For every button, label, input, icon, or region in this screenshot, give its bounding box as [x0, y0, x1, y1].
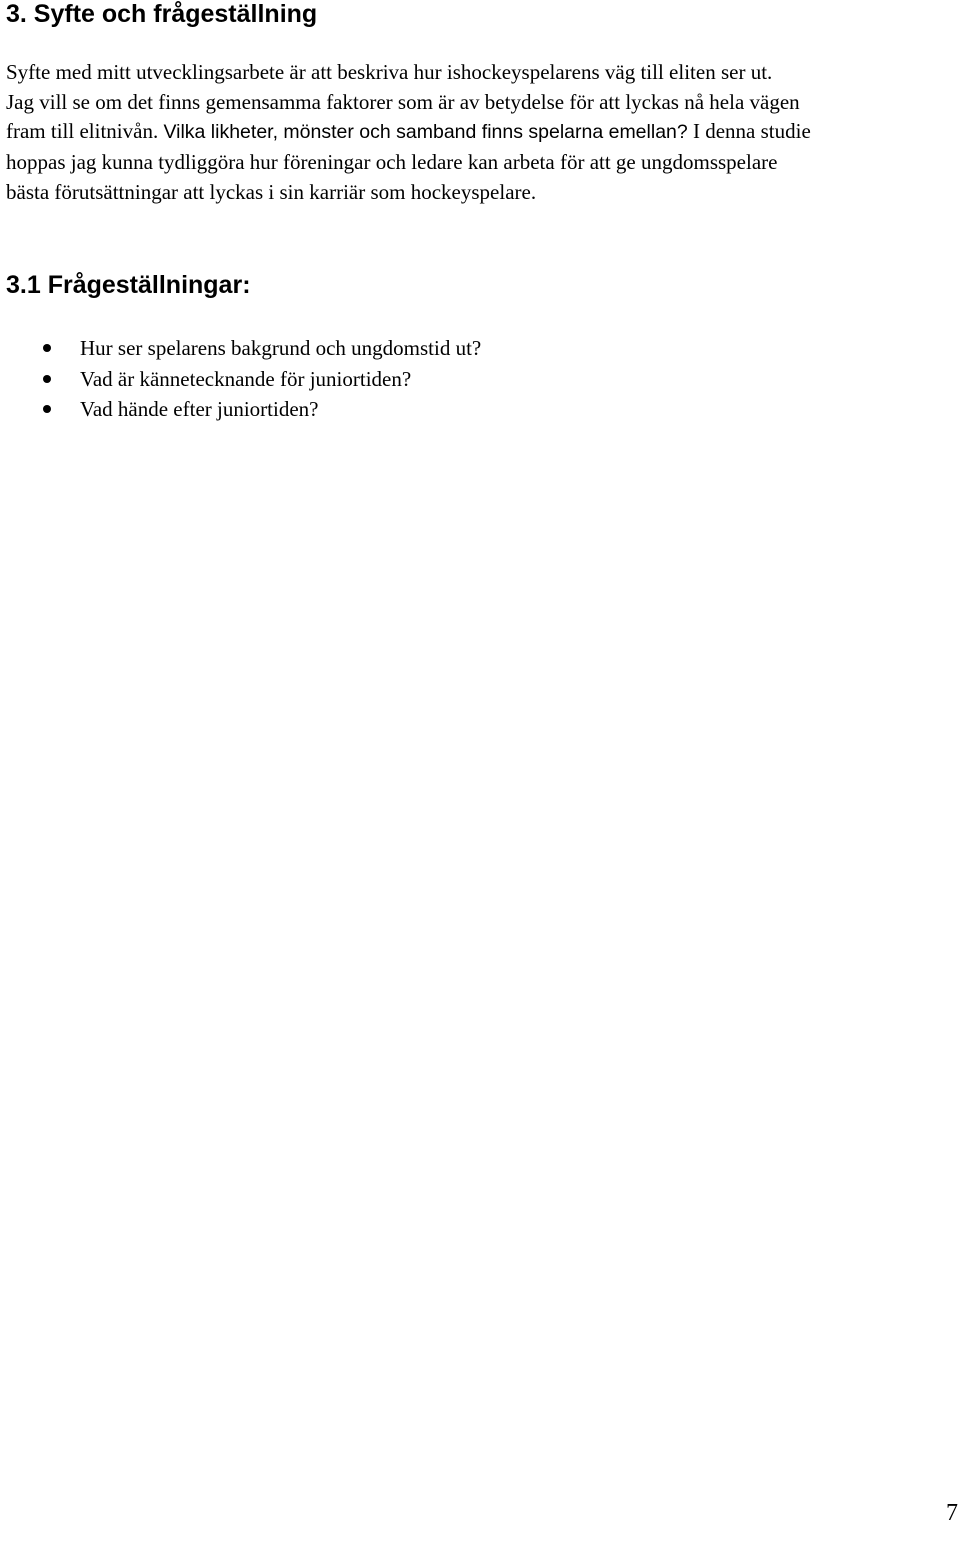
paragraph-line: bästa förutsättningar att lyckas i sin karriär som hockeyspelare.: [6, 179, 537, 204]
bullet-icon: [43, 405, 51, 413]
paragraph-line: [6, 117, 960, 148]
paragraph-text: I denna studie: [687, 119, 811, 144]
paragraph-question-text: Vilka likheter, mönster och samband finns spelarna emellan?: [163, 121, 688, 144]
subsection-heading: 3.1 Frågeställningar:: [6, 271, 251, 299]
bullet-icon: [43, 375, 51, 383]
paragraph-line: Syfte med mitt utvecklingsarbete är att beskriva hur ishockeyspelarens väg till eliten ser ut.: [6, 60, 773, 84]
section-heading: 3. Syfte och frågeställning: [6, 0, 318, 28]
question-text: Vad hände efter juniortiden?: [80, 397, 319, 421]
question-text: Hur ser spelarens bakgrund och ungdomstid ut?: [80, 336, 482, 360]
bullet-icon: [43, 344, 51, 352]
purpose-paragraph: [6, 58, 960, 208]
paragraph-line: Jag vill se om det finns gemensamma faktorer som är av betydelse för att lyckas nå hela vägen: [6, 89, 800, 114]
question-text: Vad är kännetecknande för juniortiden?: [80, 366, 412, 391]
page-number: 7: [946, 1500, 958, 1526]
paragraph-line: hoppas jag kunna tydliggöra hur föreningar och ledare kan arbeta för att ge ungdomsspelare: [6, 150, 778, 175]
paragraph-text: fram till elitnivån.: [6, 119, 164, 144]
